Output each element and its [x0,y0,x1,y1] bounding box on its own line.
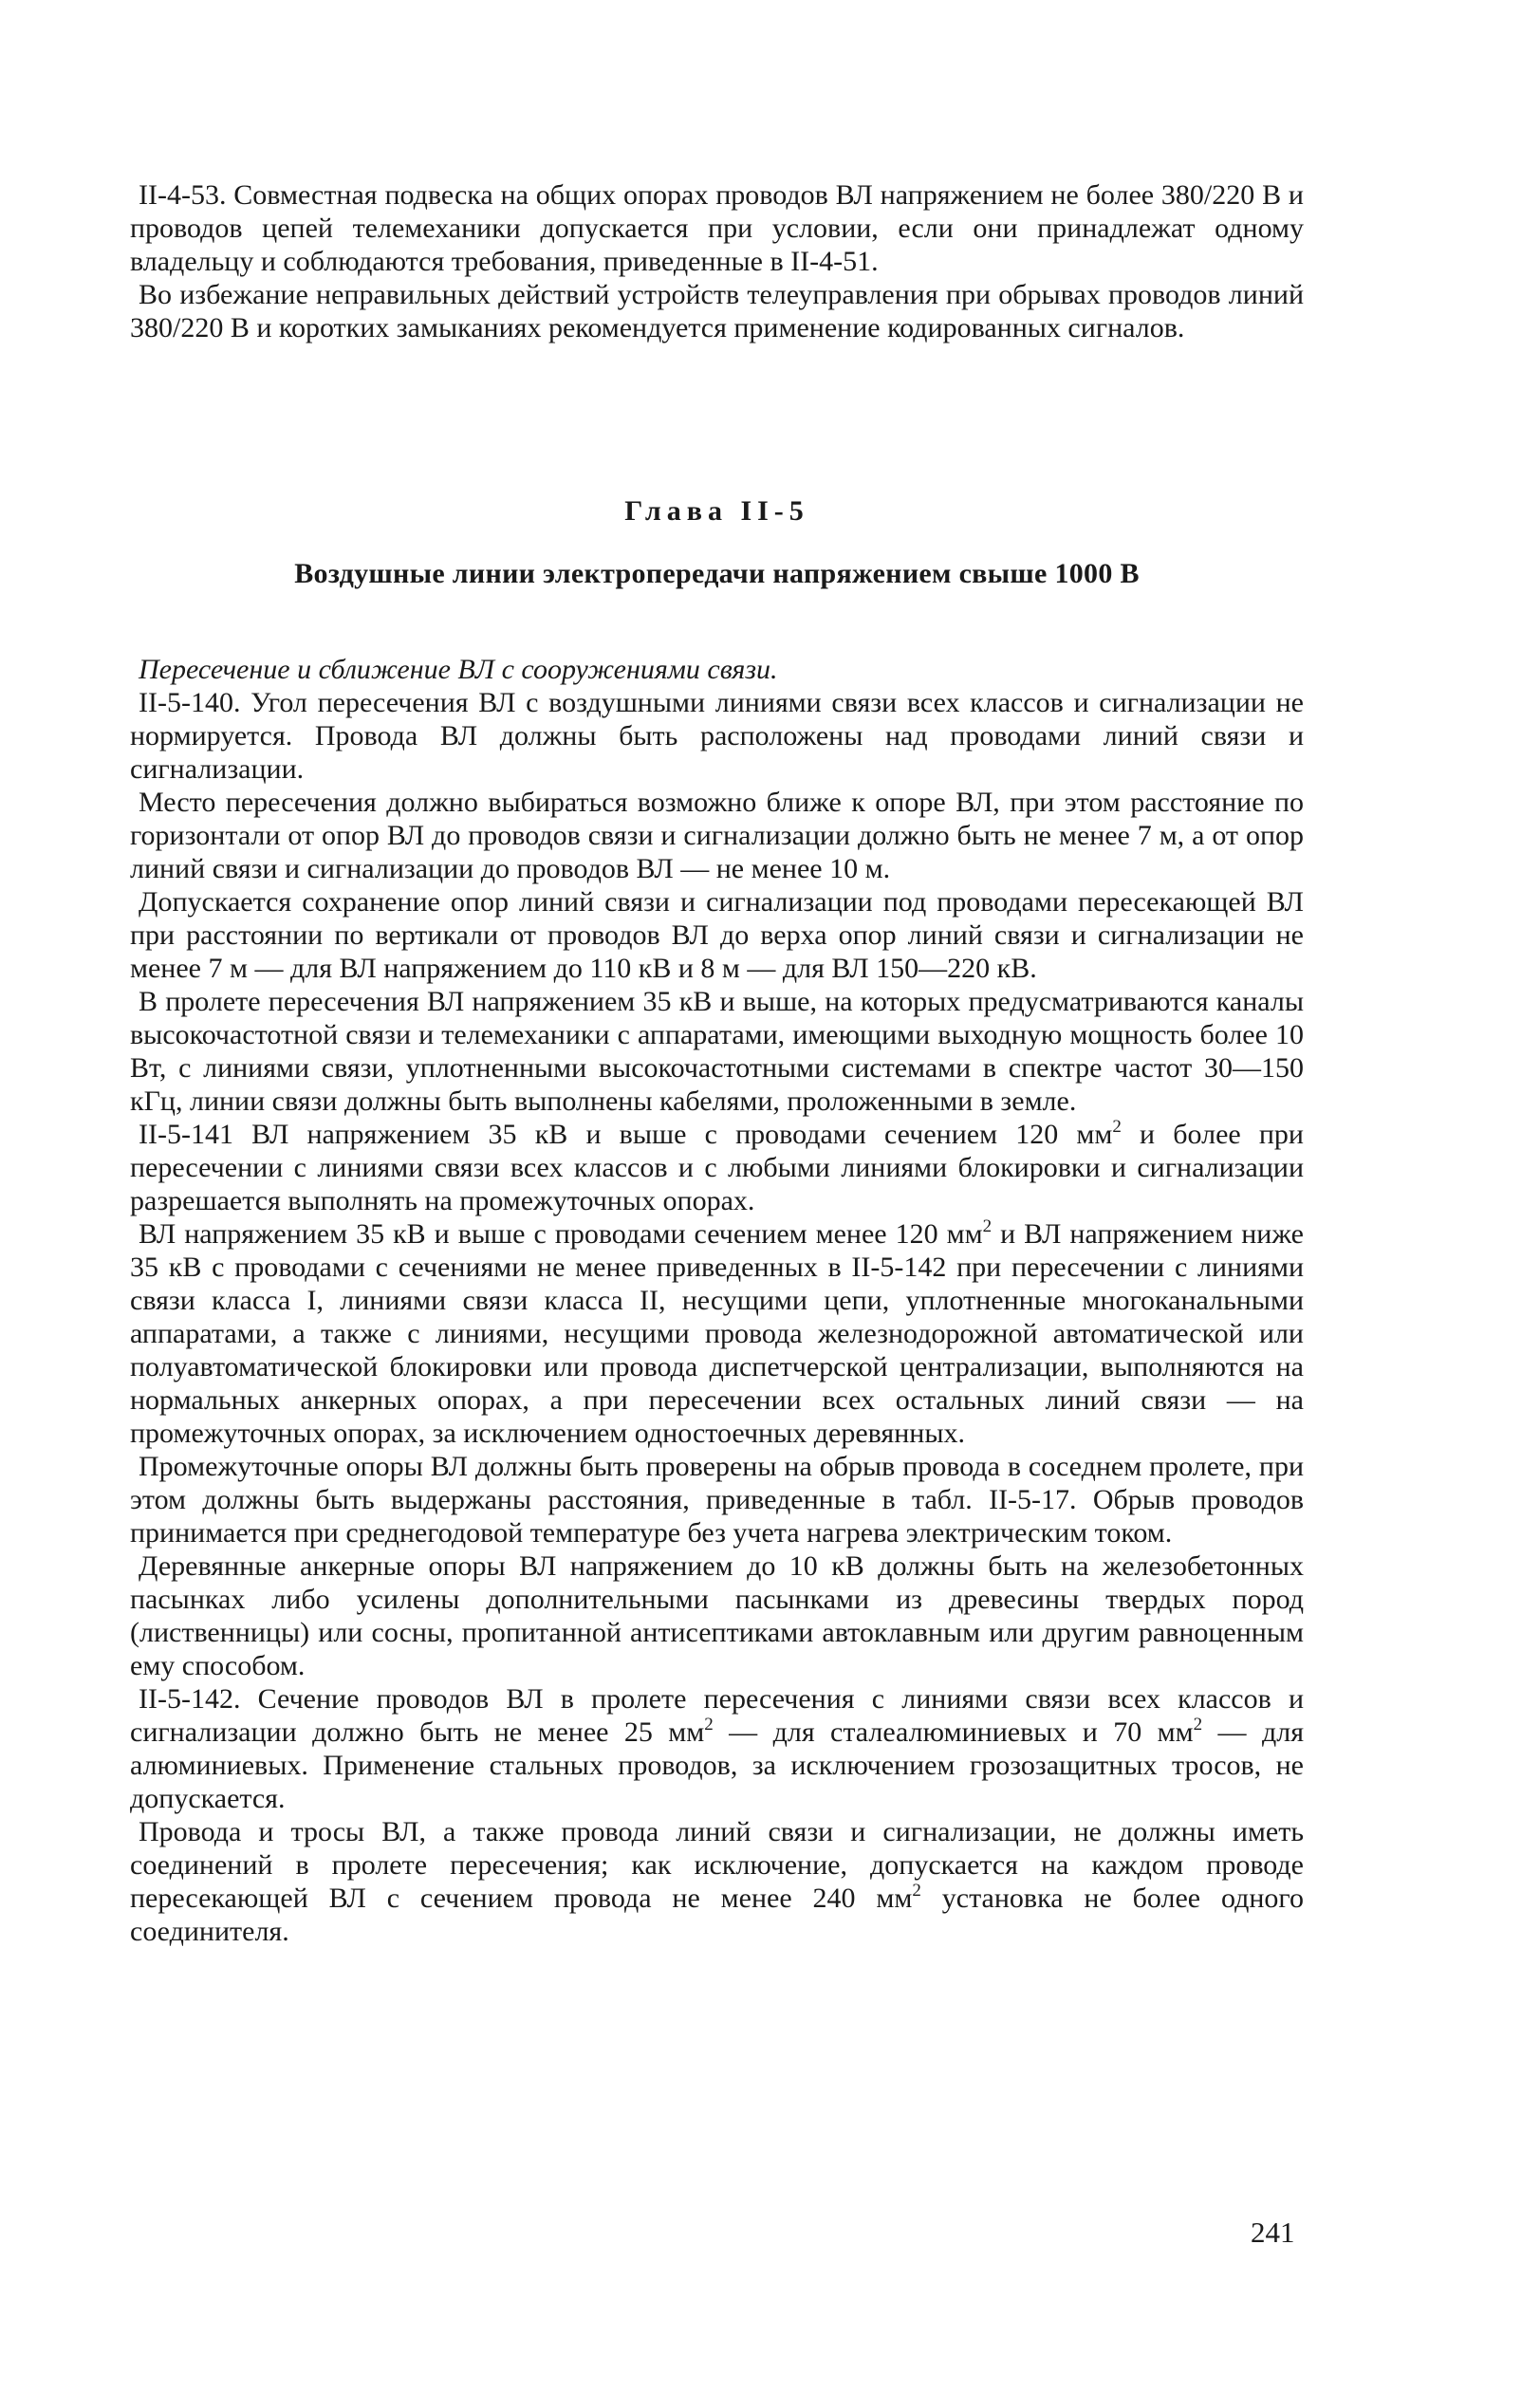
paragraph-connections [130,1815,1304,1948]
paragraph-II-5-142 [130,1682,1304,1815]
text-run: установка не более одного соединителя. [130,1883,1304,1947]
text-run: — для алюминиевых. Применение стальных проводов, за исключением грозозащитных тросов, не допускается. [130,1716,1304,1814]
superscript: 2 [982,1216,993,1236]
text-run: II-5-141 ВЛ напряжением 35 кВ и выше с проводами сечением 120 мм [139,1119,1113,1150]
paragraph-II-5-141 [130,1118,1304,1217]
paragraph-crossing-location: Место пересечения должно выбираться возможно ближе к опоре ВЛ, при этом расстояние по горизонтали от опор ВЛ до проводов связи и сигнализации должно быть не менее 7 м, а от опор линий связи и сигнализации до проводов ВЛ — не менее 10 м. [130,787,1304,884]
page-number: 241 [1251,2216,1295,2249]
text-run: — для сталеалюминиевых и 70 мм [713,1716,1194,1748]
text-run: Провода и тросы ВЛ, а также провода линий связи и сигнализации, не должны иметь соединений в пролете пересечения; как исключение, допускается на каждом проводе пересекающей ВЛ с сечением провода не менее 240 мм [130,1816,1304,1914]
paragraph-II-5-140: II-5-140. Угол пересечения ВЛ с воздушными линиями связи всех классов и сигнализации не нормируется. Провода ВЛ должны быть расположены над проводами линий связи и сигнализации. [130,687,1304,785]
section-subtitle: Пересечение и сближение ВЛ с сооружениями связи. [139,654,778,685]
superscript: 2 [1193,1715,1203,1734]
paragraph-anchor-supports [130,1217,1304,1450]
chapter-heading: Глава II-5 [624,495,809,527]
superscript: 2 [704,1715,714,1734]
text-run: и ВЛ напряжением ниже 35 кВ с проводами с сечениями не менее приведенных в II-5-142 при пересечении с линиями связи класса I, линиями связи класса II, несущими цепи, уплотненные многоканальными аппаратами, а также с линиями, несущими провода железнодорожной автоматической или полуавтоматической блокировки или провода диспетчерской централизации, выполняются на нормальных анкерных опорах, а при пересечении всех остальных линий связи — на промежуточных опорах, за исключением одностоечных деревянных. [130,1218,1304,1449]
chapter-title: Воздушные линии электропередачи напряжением свыше 1000 В [294,558,1140,589]
text-run: и более при пересечении с линиями связи всех классов и с любыми линиями блокировки и сигнализации разрешается выполнять на промежуточных опорах. [130,1119,1304,1216]
paragraph-intermediate-supports: Промежуточные опоры ВЛ должны быть проверены на обрыв провода в соседнем пролете, при этом должны быть выдержаны расстояния, приведенные в табл. II-5-17. Обрыв проводов принимается при среднегодовой температуре без учета нагрева электрическим током. [130,1451,1304,1549]
paragraph-remote-control: Во избежание неправильных действий устройств телеуправления при обрывах проводов линий 380/220 В и коротких замыканиях рекомендуется применение кодированных сигналов. [130,279,1304,343]
text-run: ВЛ напряжением 35 кВ и выше с проводами сечением менее 120 мм [139,1218,983,1250]
paragraph-II-4-53: II-4-53. Совместная подвеска на общих опорах проводов ВЛ напряжением не более 380/220 В и проводов цепей телемеханики допускается при условии, если они принадлежат одному владельцу и соблюдаются требования, приведенные в II-4-51. [130,179,1304,277]
superscript: 2 [912,1881,921,1901]
top-text-block [130,178,1304,344]
superscript: 2 [1112,1117,1122,1137]
paragraph-support-preservation: Допускается сохранение опор линий связи и сигнализации под проводами пересекающей ВЛ при расстоянии по вертикали от проводов ВЛ до верха опор линий связи и сигнализации не менее 7 м — для ВЛ напряжением до 110 кВ и 8 м — для ВЛ 150—220 кВ. [130,886,1304,984]
text-run: II-5-142. Сечение проводов ВЛ в пролете пересечения с линиями связи всех классов и сигнализации должно быть не менее 25 мм [130,1683,1304,1748]
main-text-block [130,653,1304,1948]
paragraph-wooden-supports: Деревянные анкерные опоры ВЛ напряжением до 10 кВ должны быть на железобетонных пасынках либо усилены дополнительными пасынками из древесины твердых пород (лиственницы) или сосны, пропитанной антисептиками автоклавным или другим равноценным ему способом. [130,1550,1304,1681]
paragraph-hf-channels: В пролете пересечения ВЛ напряжением 35 кВ и выше, на которых предусматриваются каналы высокочастотной связи и телемеханики с аппаратами, имеющими выходную мощность более 10 Вт, с линиями связи, уплотненными высокочастотными системами в спектре частот 30—150 кГц, линии связи должны быть выполнены кабелями, проложенными в земле. [130,986,1304,1117]
